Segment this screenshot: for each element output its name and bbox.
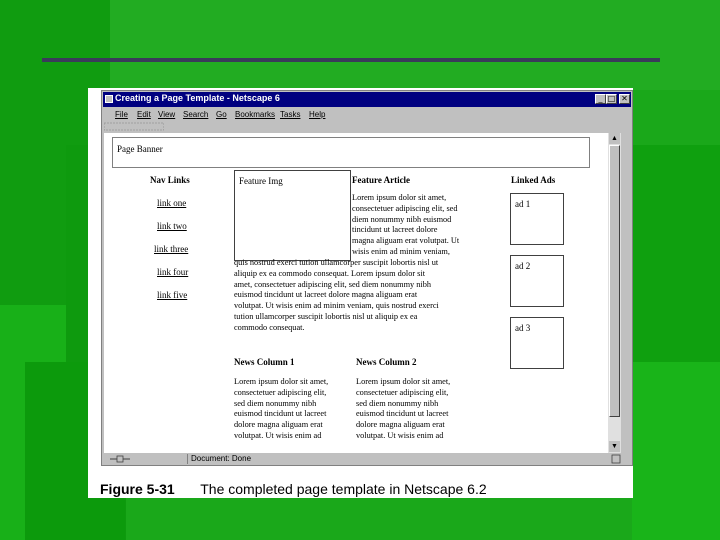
- ads-heading: Linked Ads: [511, 175, 556, 185]
- slide-panel: [632, 362, 720, 540]
- sidebar-toggle-icon[interactable]: [109, 454, 131, 464]
- news1-line: dolore magna aliguam erat: [234, 420, 323, 430]
- feature-line: Lorem ipsum dolor sit amet,: [352, 193, 447, 202]
- ad-slot-2[interactable]: [510, 255, 564, 307]
- menu-help[interactable]: Help: [309, 110, 326, 119]
- news2-line: volutpat. Ut wisis enim ad: [356, 430, 444, 440]
- feature-article-body: [234, 258, 439, 334]
- nav-heading: Nav Links: [150, 175, 190, 185]
- page-banner: [112, 137, 590, 168]
- news1-line: Lorem ipsum dolor sit amet,: [234, 377, 329, 386]
- news1-line: volutpat. Ut wisis enim ad: [234, 430, 322, 440]
- news1-heading: News Column 1: [234, 357, 295, 367]
- ad-label: ad 1: [515, 199, 531, 209]
- menu-search[interactable]: Search: [183, 110, 209, 119]
- nav-link-four[interactable]: link four: [157, 267, 189, 277]
- menu-go[interactable]: Go: [216, 110, 227, 119]
- slide-title-rule: [42, 58, 660, 62]
- browser-window: [101, 90, 633, 466]
- menu-file[interactable]: File: [115, 110, 128, 119]
- title-bar[interactable]: [103, 92, 631, 107]
- figure-caption-text: The completed page template in Netscape 6.2: [200, 481, 487, 497]
- window-title: Creating a Page Template - Netscape 6: [115, 93, 280, 103]
- page-viewport: [104, 133, 608, 453]
- news1-body: [234, 377, 328, 442]
- status-text: Document: Done: [191, 454, 252, 463]
- status-bar: [103, 453, 631, 465]
- menu-tasks[interactable]: Tasks: [280, 110, 301, 119]
- news2-line: Lorem ipsum dolor sit amet,: [356, 377, 451, 386]
- feature-line: aliquip ex ea commodo consequat. Lorem ipsum dolor sit: [234, 268, 426, 278]
- news2-body: [356, 377, 450, 442]
- news2-line: sed diem nonummy nibh: [356, 398, 439, 408]
- news1-line: consectetuer adipiscing elit,: [234, 387, 327, 397]
- ad-slot-1[interactable]: [510, 193, 564, 245]
- feature-line: consectetuer adipiscing elit, sed: [352, 203, 458, 213]
- banner-label: Page Banner: [117, 144, 163, 154]
- nav-link-two[interactable]: link two: [157, 221, 187, 231]
- news2-heading: News Column 2: [356, 357, 417, 367]
- scroll-down-icon[interactable]: ▼: [609, 441, 620, 452]
- ad-slot-3[interactable]: [510, 317, 564, 369]
- feature-line: volutpat. Ut wisis enim ad minim veniam, quis nostrud exerci: [234, 301, 439, 311]
- feature-article-wrap: [352, 193, 459, 258]
- news1-line: sed diem nonummy nibh: [234, 398, 317, 408]
- status-divider: [187, 454, 188, 464]
- minimize-button[interactable]: _: [595, 94, 606, 104]
- feature-line: quis nostrud exerci tution ullamcorper suscipit lobortis nisl ut: [234, 258, 439, 267]
- scroll-up-icon[interactable]: ▲: [609, 133, 620, 144]
- feature-line: amet, consectetuer adipiscing elit, sed diem nonummy nibh: [234, 279, 432, 289]
- ad-label: ad 3: [515, 323, 531, 333]
- nav-link-one[interactable]: link one: [157, 198, 187, 208]
- figure-label: Figure 5-31: [100, 481, 175, 497]
- feature-image-placeholder: [234, 170, 351, 261]
- scroll-thumb[interactable]: [609, 145, 620, 417]
- feature-heading: Feature Article: [352, 175, 411, 185]
- feature-line: tincidunt ut lacreet dolore: [352, 225, 438, 235]
- nav-link-three[interactable]: link three: [154, 244, 189, 254]
- toolbar-grip-icon[interactable]: [104, 122, 164, 131]
- feature-line: tution ullamcorper suscipit lobortis nisl ut aliquip ex ea: [234, 311, 418, 321]
- maximize-button[interactable]: □: [607, 94, 616, 103]
- news2-line: consectetuer adipiscing elit,: [356, 387, 449, 397]
- feature-line: magna aliguam erat volutpat. Ut: [352, 236, 460, 246]
- menu-view[interactable]: View: [158, 110, 176, 119]
- feature-image-label: Feature Img: [239, 176, 283, 186]
- security-lock-icon[interactable]: [611, 454, 621, 464]
- news2-line: euismod tincidunt ut lacreet: [356, 409, 449, 419]
- feature-line: wisis enim ad minim veniam,: [352, 246, 450, 256]
- netscape-app-icon: [105, 95, 113, 103]
- feature-line: euismod tincidunt ut lacreet dolore magna aliguam erat: [234, 290, 418, 300]
- close-button[interactable]: ✕: [619, 94, 630, 104]
- feature-line: commodo consequat.: [234, 322, 305, 332]
- menu-bookmarks[interactable]: Bookmarks: [235, 110, 276, 119]
- feature-line: diem nonummy nibh euismod: [352, 214, 452, 224]
- vertical-scrollbar[interactable]: [608, 133, 621, 453]
- ad-label: ad 2: [515, 261, 531, 271]
- nav-link-five[interactable]: link five: [157, 290, 188, 300]
- news2-line: dolore magna aliguam erat: [356, 420, 445, 430]
- news1-line: euismod tincidunt ut lacreet: [234, 409, 327, 419]
- menu-bar: [103, 108, 631, 121]
- figure-caption: [100, 481, 487, 497]
- menu-edit[interactable]: Edit: [137, 110, 151, 119]
